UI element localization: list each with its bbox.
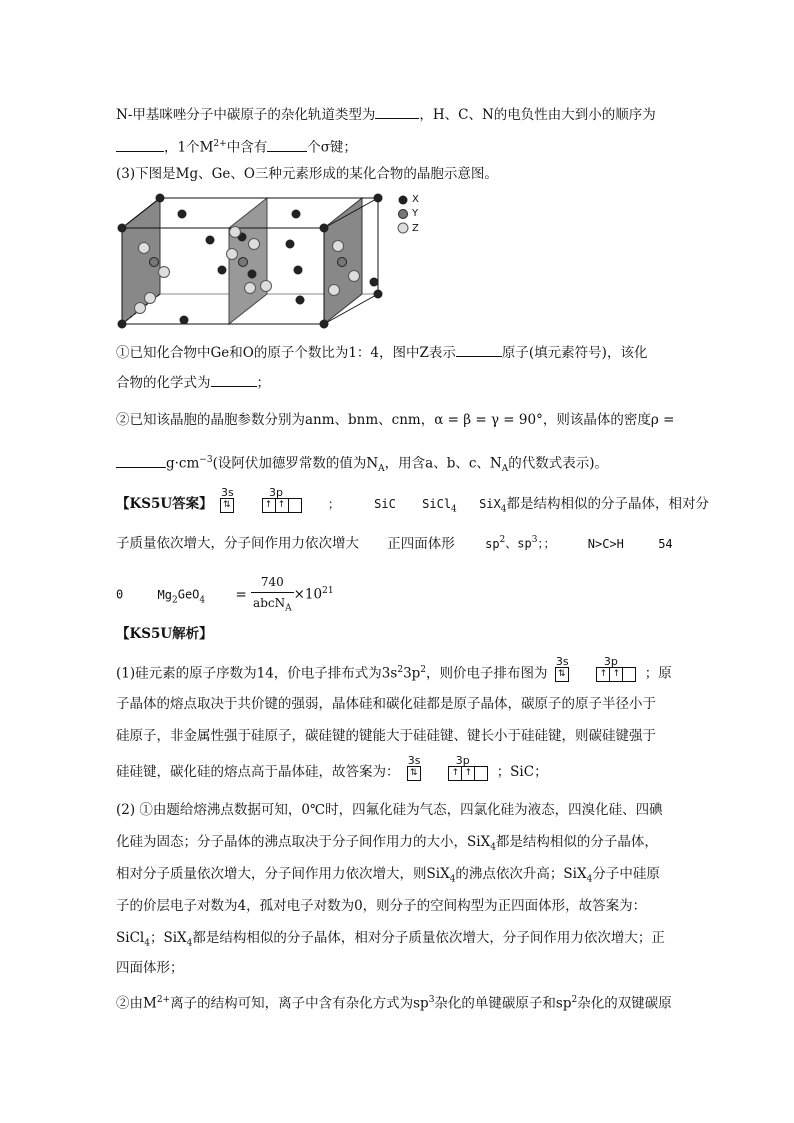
analysis-line-4: 硅硅键，碳化硅的熔点高于晶体硅，故答案为： 3s 3p ⇅ ↑ ↑ ；SiC； bbox=[116, 762, 548, 783]
question-line-1 bbox=[116, 104, 656, 125]
text: 原子(填元素符号)，该化 bbox=[501, 345, 648, 361]
text: 的代数式表示)。 bbox=[508, 455, 609, 472]
subscript: A bbox=[501, 464, 509, 475]
question-line-5 bbox=[116, 372, 270, 393]
legend-x: X bbox=[412, 194, 419, 205]
text: ，用含a、b、c、N bbox=[384, 455, 502, 472]
answer-blank bbox=[211, 372, 257, 387]
text: N-甲基咪唑分子中碳原子的杂化轨道类型为 bbox=[116, 107, 376, 123]
answer-blank bbox=[116, 453, 166, 468]
analysis-line-6: 化硅为固态；分子晶体的沸点取决于分子间作用力的大小，SiX$_4$都是结构相似的分子晶体， bbox=[116, 834, 658, 853]
orbital-diagram: 3s 3p ⇅ ↑ ↑ bbox=[556, 664, 637, 684]
orbital-diagram: 3s 3p ⇅ ↑ ↑ bbox=[221, 495, 302, 515]
analysis-line-11: ②由$M^{2+}$离子的结构可知，离子中含有杂化方式为$sp^3$杂化的单键碳原子和$sp^2$杂化的双键碳原 bbox=[116, 995, 672, 1012]
text: ，1个M bbox=[164, 139, 214, 156]
analysis-line-2: 子晶体的熔点取决于共价键的强弱，晶体硅和碳化硅都是原子晶体，碳原子的原子半径小于 bbox=[116, 696, 656, 712]
answer-blank bbox=[116, 137, 164, 152]
question-line-6: ②已知该晶胞的晶胞参数分别为anm、bnm、cnm，α = β = γ = 90°，则该晶体的密度ρ = bbox=[116, 412, 675, 428]
question-line-7 bbox=[116, 450, 608, 479]
orbital-diagram: 3s 3p ⇅ ↑ ↑ bbox=[408, 763, 489, 783]
text: 合物的化学式为 bbox=[116, 375, 211, 391]
answer-line-2: 子质量依次增大，分子间作用力依次增大 正四面体形 $sp^2$、$sp^3$；； N>C>H 54 bbox=[116, 535, 673, 552]
legend-y: Y bbox=[412, 208, 419, 219]
question-line-4 bbox=[116, 342, 647, 363]
analysis-line-9: SiCl$_4$；SiX$_4$都是结构相似的分子晶体，相对分子质量依次增大，分子间作用力依次增大；正 bbox=[116, 930, 665, 949]
superscript: −3 bbox=[199, 455, 213, 465]
text: (设阿伏加德罗常数的值为N bbox=[212, 455, 379, 472]
answer-line-1: 【KS5U答案】 3s 3p ⇅ ↑ ↑ ； SiC SiCl$_4$ SiX$_4$都是结构相似的分子晶体，相对分 bbox=[116, 485, 709, 515]
answer-heading: 【KS5U答案】 bbox=[116, 496, 213, 512]
answer-blank bbox=[267, 137, 307, 152]
analysis-line-3: 硅原子，非金属性强于硅原子，碳硅键的键能大于硅硅键、键长小于硅硅键，则碳硅键强于 bbox=[116, 728, 656, 744]
text: ，H、C、N的电负性由大到小的顺序为 bbox=[419, 107, 656, 123]
answer-blank bbox=[456, 342, 502, 357]
text: ； bbox=[256, 375, 270, 391]
analysis-line-10: 四面体形； bbox=[116, 960, 184, 976]
superscript: 2+ bbox=[213, 139, 227, 149]
legend-icons bbox=[396, 194, 410, 236]
subscript: A bbox=[378, 464, 385, 475]
answer-line-3: 0 $Mg_2GeO_4$ = $\frac{740}{abcN_A}$ $\times 10^{21}$ bbox=[116, 572, 334, 618]
question-line-3: (3)下图是Mg、Ge、O三种元素形成的某化合物的晶胞示意图。 bbox=[116, 166, 498, 182]
text: 中含有 bbox=[226, 139, 268, 156]
analysis-line-7: 相对分子质量依次增大，分子间作用力依次增大，则SiX$_4$的沸点依次升高；SiX$_4$分子中硅原 bbox=[116, 866, 660, 885]
analysis-line-5: (2) ①由题给熔沸点数据可知，0℃时，四氟化硅为气态，四氯化硅为液态，四溴化硅、四碘 bbox=[116, 802, 663, 818]
text: ①已知化合物中Ge和O的原子个数比为1：4，图中Z表示 bbox=[116, 345, 456, 361]
text: 个σ键； bbox=[307, 139, 357, 156]
analysis-line-1: (1)硅元素的原子序数为14，价电子排布式为$3s^23p^2$，则价电子排布图为 3s 3p ⇅ ↑ ↑ ；原 bbox=[116, 660, 672, 684]
legend-z: Z bbox=[412, 223, 419, 234]
text: g·cm bbox=[166, 455, 200, 472]
answer-blank bbox=[375, 104, 419, 119]
analysis-line-8: 子的价层电子对数为4，孤对电子对数为0，则分子的空间构型为正四面体形，故答案为： bbox=[116, 898, 647, 914]
question-line-2 bbox=[116, 134, 357, 158]
density-fraction: $\frac{740}{abcN_A}$ bbox=[251, 572, 294, 618]
unit-cell-figure bbox=[114, 190, 414, 335]
analysis-heading: 【KS5U解析】 bbox=[116, 626, 213, 642]
